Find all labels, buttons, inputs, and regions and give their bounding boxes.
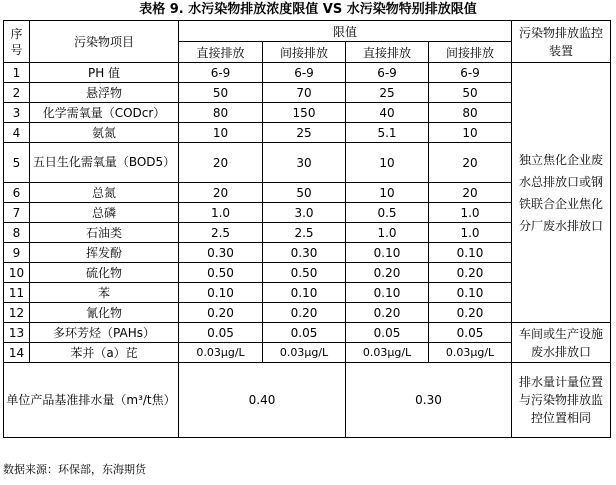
value-cell: 3.0: [263, 203, 346, 223]
value-cell: 10: [179, 123, 263, 143]
value-cell: 25: [263, 123, 346, 143]
header-seq: 序号: [4, 21, 30, 63]
row-number: 2: [4, 83, 30, 103]
value-cell: 0.05: [263, 323, 346, 343]
value-cell: 70: [263, 83, 346, 103]
value-cell: 0.10: [429, 283, 512, 303]
pollutant-name: 石油类: [30, 223, 179, 243]
value-cell: 0.10: [179, 283, 263, 303]
value-cell: 0.5: [346, 203, 429, 223]
pollutant-name: 硫化物: [30, 263, 179, 283]
value-cell: 0.10: [263, 283, 346, 303]
value-cell: 0.05: [179, 323, 263, 343]
pollutant-name: 苯并（a）芘: [30, 343, 179, 363]
value-cell: 0.20: [346, 303, 429, 323]
pollutant-name: 挥发酚: [30, 243, 179, 263]
value-cell: 6-9: [179, 63, 263, 83]
row-number: 7: [4, 203, 30, 223]
value-cell: 0.20: [429, 263, 512, 283]
value-cell: 50: [263, 183, 346, 203]
value-cell: 80: [429, 103, 512, 123]
row-number: 5: [4, 143, 30, 183]
value-cell: 0.05: [429, 323, 512, 343]
value-cell: 1.0: [346, 223, 429, 243]
row-number: 9: [4, 243, 30, 263]
value-cell: 150: [263, 103, 346, 123]
value-cell: 20: [429, 183, 512, 203]
value-cell: 0.10: [429, 243, 512, 263]
value-cell: 0.20: [263, 303, 346, 323]
value-cell: 1.0: [179, 203, 263, 223]
pollutant-name: 悬浮物: [30, 83, 179, 103]
value-cell: 0.05: [346, 323, 429, 343]
base-drainage-value-2: 0.30: [346, 363, 512, 438]
value-cell: 0.03μg/L: [179, 343, 263, 363]
value-cell: 0.50: [263, 263, 346, 283]
row-number: 14: [4, 343, 30, 363]
value-cell: 80: [179, 103, 263, 123]
value-cell: 25: [346, 83, 429, 103]
pollutant-name: 总氮: [30, 183, 179, 203]
table-title: 表格 9. 水污染物排放浓度限值 VS 水污染物特别排放限值: [139, 2, 477, 17]
value-cell: 2.5: [179, 223, 263, 243]
value-cell: 0.03μg/L: [263, 343, 346, 363]
monitor-group-3: 排水量计量位置与污染物排放监控位置相同: [512, 363, 611, 438]
row-number: 8: [4, 223, 30, 243]
value-cell: 0.50: [179, 263, 263, 283]
value-cell: 6-9: [263, 63, 346, 83]
value-cell: 40: [346, 103, 429, 123]
pollutant-name: 多环芳烃（PAHs）: [30, 323, 179, 343]
row-number: 13: [4, 323, 30, 343]
value-cell: 0.20: [346, 263, 429, 283]
monitor-group-2: 车间或生产设施废水排放口: [512, 323, 611, 363]
subheader-direct-2: 直接排放: [346, 42, 429, 63]
value-cell: 2.5: [263, 223, 346, 243]
value-cell: 6-9: [346, 63, 429, 83]
subheader-indirect-2: 间接排放: [429, 42, 512, 63]
value-cell: 0.03μg/L: [346, 343, 429, 363]
footer-row: [4, 363, 611, 438]
base-drainage-value-1: 0.40: [179, 363, 346, 438]
pollutant-name: 氰化物: [30, 303, 179, 323]
row-number: 10: [4, 263, 30, 283]
pollutant-name: PH 值: [30, 63, 179, 83]
value-cell: 6-9: [429, 63, 512, 83]
value-cell: 10: [346, 143, 429, 183]
monitor-group-1: 独立焦化企业废水总排放口或钢铁联合企业焦化分厂废水排放口: [512, 63, 611, 323]
value-cell: 30: [263, 143, 346, 183]
value-cell: 0.20: [429, 303, 512, 323]
value-cell: 50: [179, 83, 263, 103]
pollutant-name: 五日生化需氧量（BOD5）: [30, 143, 179, 183]
value-cell: 10: [429, 123, 512, 143]
header-item: 污染物项目: [30, 21, 179, 63]
pollutant-name: 氨氮: [30, 123, 179, 143]
value-cell: 20: [429, 143, 512, 183]
base-drainage-label: 单位产品基准排水量（m³/t焦）: [4, 363, 179, 438]
pollutant-name: 总磷: [30, 203, 179, 223]
row-number: 3: [4, 103, 30, 123]
value-cell: 0.10: [346, 243, 429, 263]
header-limit: 限值: [179, 21, 512, 42]
header-row: [4, 21, 611, 42]
subheader-direct-1: 直接排放: [179, 42, 263, 63]
row-number: 11: [4, 283, 30, 303]
value-cell: 10: [346, 183, 429, 203]
table-row: [4, 63, 611, 83]
row-number: 6: [4, 183, 30, 203]
header-monitor: 污染物排放监控装置: [512, 21, 611, 63]
value-cell: 0.03μg/L: [429, 343, 512, 363]
value-cell: 0.20: [179, 303, 263, 323]
value-cell: 20: [179, 143, 263, 183]
value-cell: 1.0: [429, 223, 512, 243]
row-number: 12: [4, 303, 30, 323]
value-cell: 5.1: [346, 123, 429, 143]
value-cell: 0.30: [263, 243, 346, 263]
subheader-indirect-1: 间接排放: [263, 42, 346, 63]
table-row: [4, 323, 611, 343]
value-cell: 20: [179, 183, 263, 203]
row-number: 1: [4, 63, 30, 83]
pollutant-name: 苯: [30, 283, 179, 303]
value-cell: 0.10: [346, 283, 429, 303]
data-source-note: 数据来源：环保部，东海期货: [3, 463, 146, 476]
pollutant-limits-table: [3, 20, 611, 438]
row-number: 4: [4, 123, 30, 143]
value-cell: 50: [429, 83, 512, 103]
pollutant-name: 化学需氧量（CODcr）: [30, 103, 179, 123]
value-cell: 0.30: [179, 243, 263, 263]
value-cell: 1.0: [429, 203, 512, 223]
